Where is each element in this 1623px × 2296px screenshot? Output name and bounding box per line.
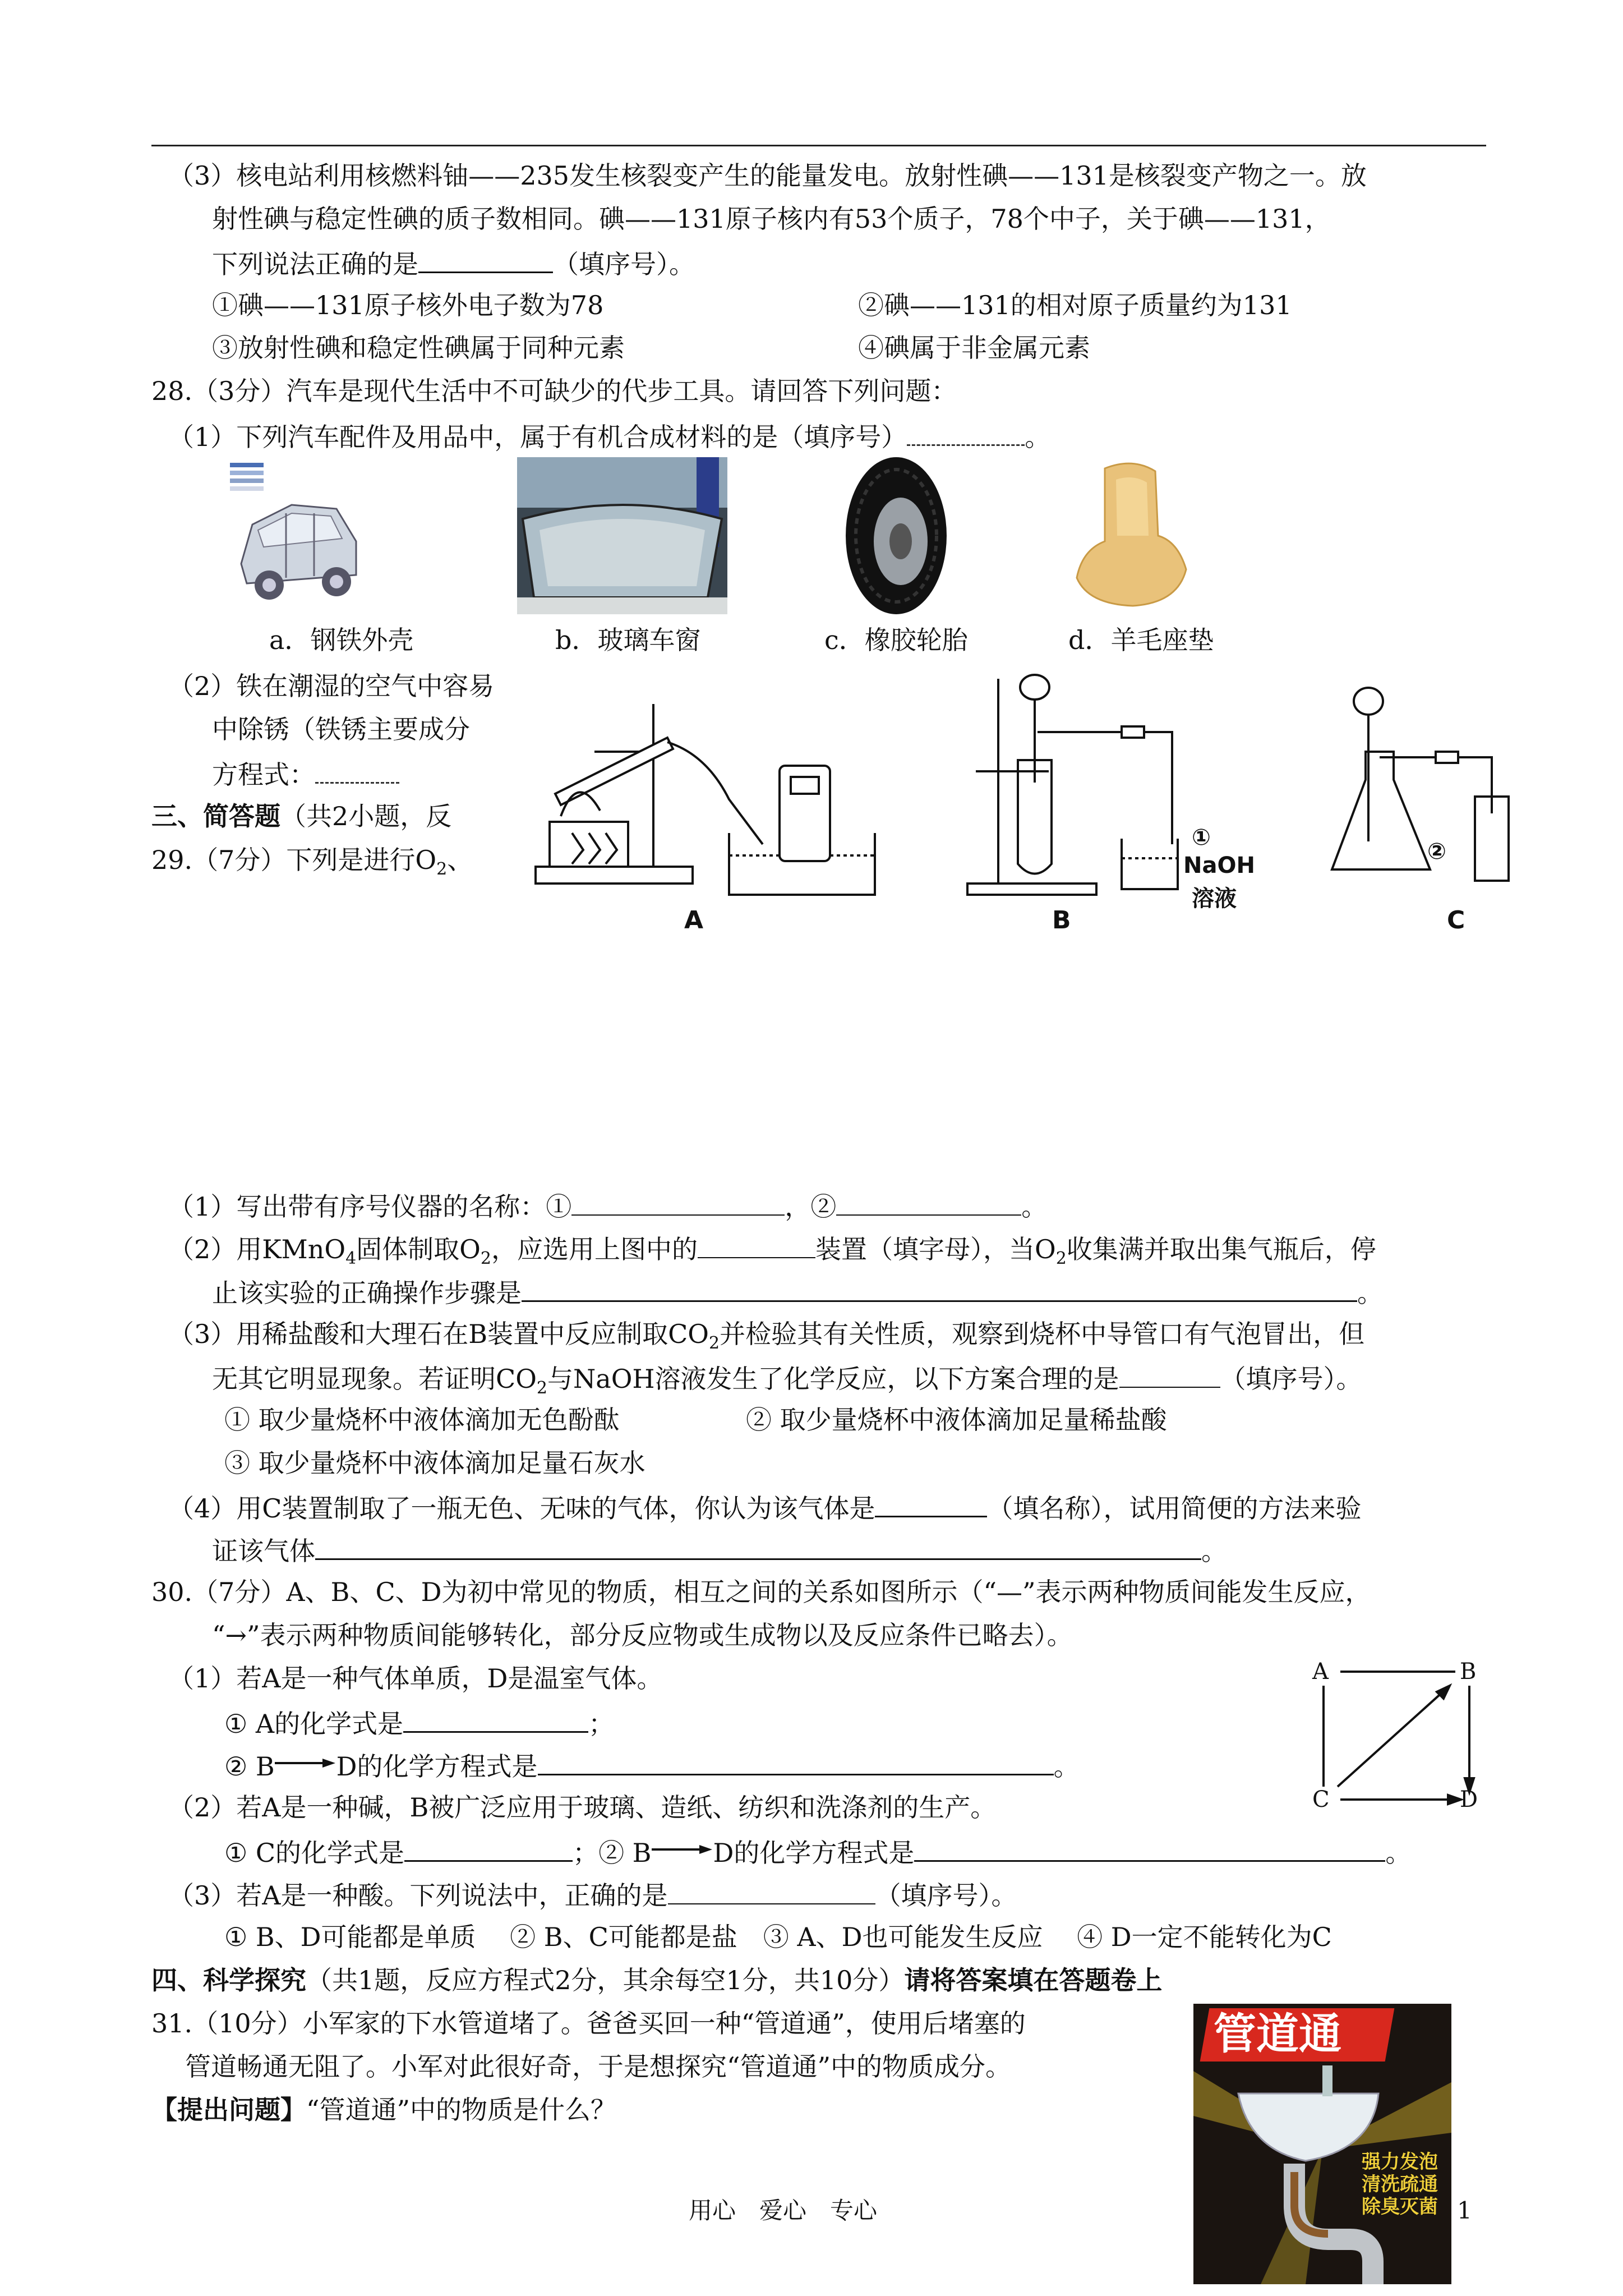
pipe-cleaner-product-image bbox=[1193, 2004, 1451, 2284]
q29-blank-1[interactable] bbox=[571, 1192, 785, 1216]
q27-3-line3 bbox=[212, 249, 695, 277]
q29-part1-mid: ，② bbox=[785, 1191, 837, 1222]
arrow-icon bbox=[652, 1833, 713, 1859]
q30-p3-prompt: （3）若A是一种酸。下列说法中，正确的是 bbox=[168, 1880, 668, 1911]
q29-p3-e: （填序号）。 bbox=[1220, 1364, 1362, 1394]
car-body-photo bbox=[230, 457, 359, 614]
q27-3-line1: （3）核电站利用核燃料铀——235发生核裂变产生的能量发电。放射性碘——131是核裂变产物之一。放 bbox=[168, 160, 1367, 191]
q27-3-prompt: 下列说法正确的是 bbox=[212, 249, 418, 279]
q31-question: “管道通”中的物质是什么？ bbox=[306, 2095, 617, 2125]
q30-p2-1-end: 。 bbox=[1385, 1838, 1412, 1868]
section-4-note: （共1题，反应方程式2分，其余每空1分，共10分） bbox=[306, 1965, 905, 1995]
q29-part2-line1 bbox=[168, 1235, 1376, 1267]
q29-part3-line1 bbox=[168, 1321, 1364, 1352]
caption-a: a．钢铁外壳 bbox=[269, 625, 414, 655]
q30-p2-1-b: ；② B bbox=[573, 1838, 652, 1868]
q29-p4-d: 。 bbox=[1201, 1536, 1227, 1566]
solution-label: 溶液 bbox=[1192, 886, 1237, 912]
q30-part1: （1）若A是一种气体单质，D是温室气体。 bbox=[168, 1663, 663, 1694]
q30-p2-1-c: D的化学方程式是 bbox=[713, 1838, 915, 1868]
q29-part4-line2 bbox=[212, 1536, 1227, 1564]
q29-p4-b: （填名称），试用简便的方法来验 bbox=[987, 1493, 1362, 1524]
q28-heading: 28.（3分）汽车是现代生活中不可缺少的代步工具。请回答下列问题： bbox=[151, 376, 957, 406]
q29-part2-line2 bbox=[212, 1278, 1383, 1306]
product-title: 管道通 bbox=[1214, 2009, 1341, 2059]
glass-window-photo bbox=[517, 457, 727, 614]
q29-p2-e: 收集满并取出集气瓶后，停 bbox=[1066, 1234, 1376, 1264]
apparatus-a-diagram bbox=[527, 670, 886, 906]
q29-part1-end: 。 bbox=[1021, 1191, 1048, 1222]
q28-part2-prompt: 方程式： bbox=[212, 760, 315, 790]
caption-d: d．羊毛座垫 bbox=[1068, 625, 1214, 655]
q29-p3-sub2b: 2 bbox=[536, 1378, 548, 1398]
q27-3-option-1: ①碘——131原子核外电子数为78 bbox=[212, 290, 604, 320]
q30-equation-2-blank[interactable] bbox=[914, 1838, 1385, 1862]
q29-p2-d: 装置（填字母），当O bbox=[815, 1234, 1056, 1264]
q29-p2-a: （2）用KMnO bbox=[168, 1234, 346, 1264]
q28-part1-prompt: （1）下列汽车配件及用品中，属于有机合成材料的是（填序号） bbox=[168, 422, 907, 452]
product-slogan-1: 强力发泡 bbox=[1362, 2151, 1438, 2173]
q29-plan-blank[interactable] bbox=[1119, 1364, 1220, 1388]
q30-heading-line2: “→”表示两种物质间能够转化，部分反应物或生成物以及反应条件已略去）。 bbox=[212, 1620, 1073, 1650]
q29-p3-c: 无其它明显现象。若证明CO bbox=[212, 1364, 537, 1394]
section-4-heading bbox=[151, 1967, 1162, 1993]
q30-p3-hint: （填序号）。 bbox=[875, 1880, 1017, 1911]
q29-p2-f: 止该实验的正确操作步骤是 bbox=[212, 1278, 522, 1308]
q29-verify-blank[interactable] bbox=[315, 1536, 1201, 1560]
node-a: A bbox=[1312, 1659, 1329, 1685]
node-c: C bbox=[1312, 1787, 1330, 1812]
section-3-note: （共2小题，反 bbox=[280, 801, 452, 831]
q29-p2-sub2a: 2 bbox=[480, 1249, 491, 1269]
q29-option-2: ② 取少量烧杯中液体滴加足量稀盐酸 bbox=[746, 1405, 1167, 1435]
q29-option-1: ① 取少量烧杯中液体滴加无色酚酞 bbox=[224, 1405, 620, 1435]
node-b: B bbox=[1460, 1659, 1477, 1685]
rubber-tire-photo bbox=[834, 452, 958, 620]
q30-part2-item1 bbox=[224, 1838, 1411, 1866]
q28-part2-line1: （2）铁在潮湿的空气中容易 bbox=[168, 671, 495, 701]
q27-3-option-4: ④碘属于非金属元素 bbox=[858, 333, 1090, 363]
q29-p2-sub2b: 2 bbox=[1055, 1249, 1067, 1269]
marker-1: ① bbox=[1192, 825, 1211, 850]
footer-motto: 用心 爱心 专心 bbox=[689, 2197, 878, 2224]
section-4-instruction: 请将答案填在答题卷上 bbox=[904, 1965, 1163, 1995]
q29-steps-blank[interactable] bbox=[522, 1278, 1357, 1302]
q28-part1-blank[interactable] bbox=[907, 422, 1025, 446]
q30-choice-blank[interactable] bbox=[668, 1881, 875, 1904]
q30-formula-a-blank[interactable] bbox=[403, 1709, 588, 1733]
q29-p2-g: 。 bbox=[1357, 1278, 1383, 1308]
q29-option-3: ③ 取少量烧杯中液体滴加足量石灰水 bbox=[224, 1448, 645, 1478]
q29-p3-a: （3）用稀盐酸和大理石在B装置中反应制取CO bbox=[168, 1319, 709, 1349]
q30-p1-2-b: D的化学方程式是 bbox=[336, 1751, 538, 1782]
q30-formula-c-blank[interactable] bbox=[404, 1838, 573, 1862]
q31-line1: 31.（10分）小军家的下水管道堵了。爸爸买回一种“管道通”，使用后堵塞的 bbox=[151, 2008, 1026, 2039]
q30-p1-2-end: 。 bbox=[1053, 1751, 1080, 1782]
q28-part1 bbox=[168, 422, 1050, 450]
q30-part1-item2 bbox=[224, 1751, 1080, 1782]
product-slogan-2: 清洗疏通 bbox=[1362, 2173, 1438, 2196]
node-d: D bbox=[1460, 1787, 1478, 1812]
q29-blank-2[interactable] bbox=[836, 1192, 1021, 1216]
q29-device-blank[interactable] bbox=[698, 1235, 815, 1258]
q29-heading-text: 29.（7分）下列是进行O bbox=[151, 845, 437, 875]
q29-p2-b: 固体制取O bbox=[356, 1234, 481, 1264]
q28-part2-blank[interactable] bbox=[315, 760, 399, 784]
q29-p4-a: （4）用C装置制取了一瓶无色、无味的气体，你认为该气体是 bbox=[168, 1493, 875, 1524]
apparatus-label-c: C bbox=[1447, 906, 1465, 935]
q29-p3-sub2a: 2 bbox=[708, 1333, 720, 1354]
wool-seat-photo bbox=[1066, 457, 1195, 614]
q29-p2-sub4: 4 bbox=[345, 1249, 357, 1269]
q30-equation-1-blank[interactable] bbox=[538, 1751, 1054, 1775]
q30-part3-options: ① B、D可能都是单质 ② B、C可能都是盐 ③ A、D也可能发生反应 ④ D一定不能转化为C bbox=[224, 1922, 1332, 1952]
q29-heading-tail: 、 bbox=[447, 845, 473, 875]
q27-3-answer-blank[interactable] bbox=[418, 249, 553, 273]
q30-part3 bbox=[168, 1880, 1017, 1911]
q27-3-option-2: ②碘——131的相对原子质量约为131 bbox=[858, 290, 1292, 320]
q30-p1-1-prompt: ① A的化学式是 bbox=[224, 1709, 404, 1739]
q30-part1-item1 bbox=[224, 1709, 614, 1737]
marker-2: ② bbox=[1427, 839, 1446, 864]
section-3-title: 三、简答题 bbox=[151, 801, 280, 831]
q29-p4-c: 证该气体 bbox=[212, 1536, 315, 1566]
q27-3-hint: （填序号）。 bbox=[553, 249, 695, 279]
q29-heading bbox=[151, 847, 473, 878]
q31-line3 bbox=[151, 2097, 616, 2123]
q31-question-tag: 【提出问题】 bbox=[151, 2095, 306, 2125]
q29-p2-c: ，应选用上图中的 bbox=[491, 1234, 698, 1264]
naoh-label: NaOH bbox=[1183, 853, 1255, 878]
caption-c: c．橡胶轮胎 bbox=[824, 625, 968, 655]
q29-part1-prompt: （1）写出带有序号仪器的名称：① bbox=[168, 1191, 572, 1222]
q28-part2-line2: 中除锈（铁锈主要成分 bbox=[212, 714, 470, 744]
q29-heading-sub: 2 bbox=[436, 859, 448, 880]
q30-p1-2-a: ② B bbox=[224, 1751, 275, 1782]
q30-p2-1-a: ① C的化学式是 bbox=[224, 1838, 405, 1868]
q29-part3-line2 bbox=[212, 1364, 1362, 1397]
q29-part4-line1 bbox=[168, 1493, 1362, 1524]
q31-line2: 管道畅通无阻了。小军对此很好奇，于是想探究“管道通”中的物质成分。 bbox=[185, 2051, 1012, 2082]
product-slogan-3: 除臭灭菌 bbox=[1362, 2196, 1438, 2218]
q28-part1-end: 。 bbox=[1025, 422, 1051, 452]
apparatus-c-diagram bbox=[1324, 684, 1542, 909]
q30-part2: （2）若A是一种碱，B被广泛应用于玻璃、造纸、纺织和洗涤剂的生产。 bbox=[168, 1792, 997, 1823]
page-number: 1 bbox=[1457, 2197, 1472, 2224]
q27-3-line2: 射性碘与稳定性碘的质子数相同。碘——131原子核内有53个质子，78个中子，关于碘——131， bbox=[212, 204, 1331, 234]
q29-gas-blank[interactable] bbox=[875, 1493, 987, 1517]
section-3-heading bbox=[151, 803, 451, 829]
q30-p1-1-end: ； bbox=[588, 1709, 615, 1739]
q27-3-option-3: ③放射性碘和稳定性碘属于同种元素 bbox=[212, 333, 625, 363]
q29-part1 bbox=[168, 1192, 1047, 1220]
apparatus-label-a: A bbox=[684, 906, 704, 935]
q29-p3-b: 并检验其有关性质，观察到烧杯中导管口有气泡冒出，但 bbox=[720, 1319, 1365, 1349]
q28-part2-line3 bbox=[212, 760, 399, 788]
caption-b: b．玻璃车窗 bbox=[555, 625, 701, 655]
q30-heading-line1: 30.（7分）A、B、C、D为初中常见的物质，相互之间的关系如图所示（“—”表示两种物质间能发生反应， bbox=[151, 1577, 1371, 1607]
header-rule bbox=[151, 145, 1486, 146]
q29-p3-d: 与NaOH溶液发生了化学反应，以下方案合理的是 bbox=[547, 1364, 1119, 1394]
section-4-title: 四、科学探究 bbox=[151, 1965, 306, 1995]
arrow-icon bbox=[275, 1747, 336, 1773]
apparatus-label-b: B bbox=[1052, 906, 1071, 935]
